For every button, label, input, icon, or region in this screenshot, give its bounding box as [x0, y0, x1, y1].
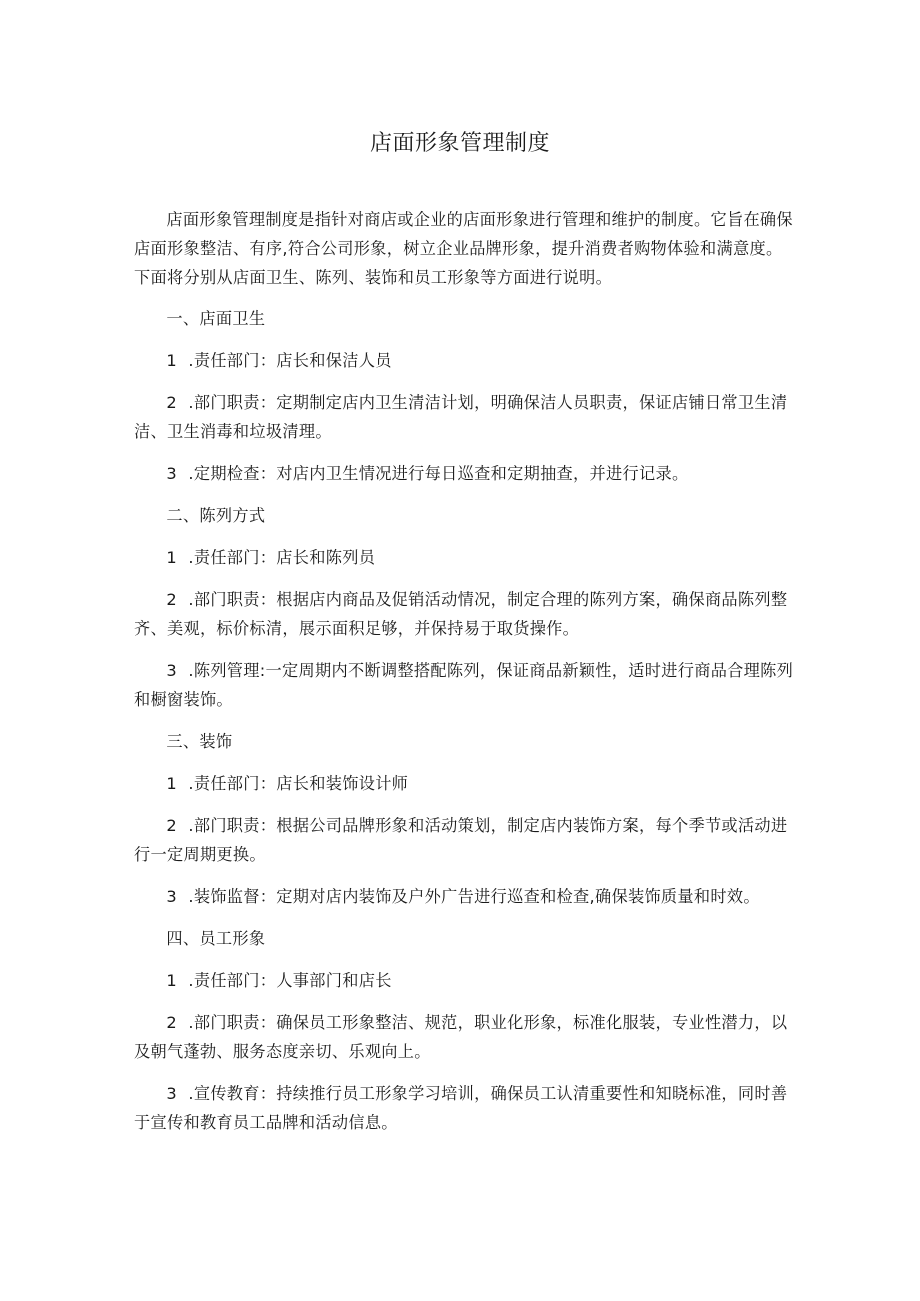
item-number: 1 [166, 774, 177, 793]
item-text: .部门职责：确保员工形象整洁、规范，职业化形象，标准化服装，专业性潜力，以及朝气蓬勃、服务态度亲切、乐观向上。 [134, 1013, 788, 1061]
intro-paragraph: 店面形象管理制度是指针对商店或企业的店面形象进行管理和维护的制度。它旨在确保店面形象整洁、有序,符合公司形象，树立企业品牌形象，提升消费者购物体验和满意度。下面将分别从店面卫生、陈列、装饰和员工形象等方面进行说明。 [134, 210, 793, 287]
section-item [134, 882, 794, 911]
section-item [134, 1079, 794, 1137]
item-number: 1 [166, 971, 177, 990]
item-number: 2 [166, 393, 177, 412]
document-title: 店面形象管理制度 [369, 131, 550, 156]
section-item [134, 811, 794, 869]
section-item [134, 656, 794, 714]
document-body [134, 205, 794, 1137]
item-text: .责任部门：店长和装饰设计师 [188, 774, 409, 793]
item-number: 2 [166, 590, 177, 609]
item-number: 2 [166, 1013, 177, 1032]
section-item [134, 1008, 794, 1066]
item-text: .装饰监督：定期对店内装饰及户外广告进行巡查和检查,确保装饰质量和时效。 [188, 887, 760, 906]
item-text: .责任部门：店长和陈列员 [188, 548, 376, 567]
item-text: .部门职责：根据公司品牌形象和活动策划，制定店内装饰方案，每个季节或活动进行一定周期更换。 [134, 816, 788, 864]
item-text: .定期检查：对店内卫生情况进行每日巡查和定期抽查，并进行记录。 [188, 464, 689, 483]
item-number: 1 [166, 351, 177, 370]
item-text: .宣传教育：持续推行员工形象学习培训，确保员工认清重要性和知晓标准，同时善于宣传和教育员工品牌和活动信息。 [134, 1084, 788, 1132]
section-item [134, 459, 794, 488]
item-text: .责任部门：人事部门和店长 [188, 971, 392, 990]
section-heading: 一、店面卫生 [166, 309, 266, 328]
section-item [134, 388, 794, 446]
item-number: 3 [166, 661, 177, 680]
section-item [134, 769, 794, 798]
section-heading: 四、员工形象 [166, 929, 266, 948]
section-heading: 三、装饰 [166, 732, 233, 751]
section-item [134, 543, 794, 572]
item-text: .部门职责：定期制定店内卫生清洁计划，明确保洁人员职责，保证店铺日常卫生清洁、卫生消毒和垃圾清理。 [134, 393, 788, 441]
section-item [134, 346, 794, 375]
item-number: 1 [166, 548, 177, 567]
section-item [134, 966, 794, 995]
item-number: 2 [166, 816, 177, 835]
item-text: .部门职责：根据店内商品及促销活动情况，制定合理的陈列方案，确保商品陈列整齐、美观，标价标清，展示面积足够，并保持易于取货操作。 [134, 590, 788, 638]
item-number: 3 [166, 887, 177, 906]
section-heading: 二、陈列方式 [166, 506, 266, 525]
item-number: 3 [166, 1084, 177, 1103]
item-text: .陈列管理:一定周期内不断调整搭配陈列，保证商品新颖性，适时进行商品合理陈列和橱窗装饰。 [134, 661, 794, 709]
section-item [134, 585, 794, 643]
item-number: 3 [166, 464, 177, 483]
item-text: .责任部门：店长和保洁人员 [188, 351, 392, 370]
